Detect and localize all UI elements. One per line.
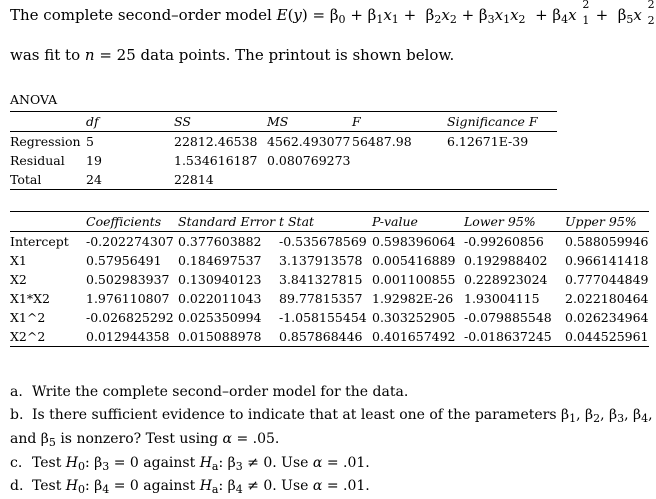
model-statement: The complete second–order model $E(y) = \beta_0 + \beta_1x_1 + \beta_2x_2 + \beta_3x_1x_2 + \beta_4x$ 2 1 + $\beta_5x$ 2 2 xyxy=(10,0,655,27)
coef-header-cell: Lower 95% xyxy=(464,212,565,232)
question-c: c. Test $H_0$: $\beta_3 = 0$ against $H_a$: $\beta_3 \ne 0$. Use α = .01. xyxy=(10,455,370,473)
row-label: Residual xyxy=(10,153,65,168)
table-cell: 0.303252905 xyxy=(372,310,456,325)
table-cell: 1.92982E-26 xyxy=(372,291,454,306)
table-cell: 1.534616187 xyxy=(174,153,258,168)
table-cell: 0.377603882 xyxy=(178,234,262,249)
coef-header-row xyxy=(10,212,649,232)
coefficient-row xyxy=(10,251,649,270)
table-cell: 0.015088978 xyxy=(178,327,279,347)
coefficient-row xyxy=(10,289,649,308)
anova-header-cell: SS xyxy=(174,112,267,132)
table-cell: 0.192988402 xyxy=(464,253,548,268)
row-label: Total xyxy=(10,170,86,190)
question-d: d. Test $H_0$: $\beta_4 = 0$ against $H_a$: $\beta_4 \ne 0$. Use α = .01. xyxy=(10,478,370,496)
table-cell: 0.228923024 xyxy=(464,272,548,287)
table-cell: 22812.46538 xyxy=(174,134,258,149)
table-cell: 0.588059946 xyxy=(565,234,649,249)
table-cell: 0.184697537 xyxy=(178,253,262,268)
table-cell: 0.012944358 xyxy=(86,327,178,347)
table-cell: 0.026234964 xyxy=(565,310,649,325)
coef-header-cell: Standard Error xyxy=(178,212,279,232)
row-label: X1^2 xyxy=(10,310,46,325)
table-cell xyxy=(447,170,557,190)
row-label: X2^2 xyxy=(10,327,86,347)
table-cell: 0.502983937 xyxy=(86,272,170,287)
coef-header-cell xyxy=(10,212,86,232)
row-label: X1*X2 xyxy=(10,291,50,306)
table-cell: 4562.493077 xyxy=(267,134,351,149)
table-cell: 1.93004115 xyxy=(464,291,540,306)
coef-header-cell: t Stat xyxy=(279,212,372,232)
table-cell: 24 xyxy=(86,170,174,190)
table-cell: -0.202274307 xyxy=(86,234,174,249)
table-cell: 0.401657492 xyxy=(372,327,464,347)
coef-header-cell: P-value xyxy=(372,212,464,232)
question-b: b. Is there sufficient evidence to indicate that at least one of the parameters $\beta_1$, $\beta_2$, $\beta_3$, $\beta_4$, xyxy=(10,407,653,425)
table-cell: 0.080769273 xyxy=(267,153,351,168)
table-cell: 22814 xyxy=(174,170,267,190)
coefficient-row xyxy=(10,270,649,289)
anova-header-cell: MS xyxy=(267,112,352,132)
table-cell: 0.857868446 xyxy=(279,327,372,347)
table-cell: 0.005416889 xyxy=(372,253,456,268)
anova-header-cell: Significance F xyxy=(447,112,557,132)
anova-title: ANOVA xyxy=(10,92,58,107)
coefficient-row xyxy=(10,308,649,327)
table-cell: -0.018637245 xyxy=(464,327,565,347)
table-cell: 3.137913578 xyxy=(279,253,363,268)
table-cell: -0.99260856 xyxy=(464,234,544,249)
row-label: X1 xyxy=(10,253,27,268)
question-b-continued: and $\beta_5$ is nonzero? Test using α = .05. xyxy=(10,431,280,449)
table-cell xyxy=(352,170,447,190)
table-cell: 0.966141418 xyxy=(565,253,649,268)
table-cell: 6.12671E-39 xyxy=(447,134,529,149)
table-cell: 0.57956491 xyxy=(86,253,162,268)
table-cell: 89.77815357 xyxy=(279,291,363,306)
anova-table xyxy=(10,111,557,190)
table-cell: 0.044525961 xyxy=(565,327,649,347)
table-cell: 0.777044849 xyxy=(565,272,649,287)
table-cell xyxy=(447,151,557,170)
anova-row xyxy=(10,132,557,152)
question-a: a. Write the complete second–order model for the data. xyxy=(10,384,409,400)
table-cell: 0.598396064 xyxy=(372,234,456,249)
table-cell: 2.022180464 xyxy=(565,291,649,306)
anova-header-cell xyxy=(10,112,86,132)
row-label: Intercept xyxy=(10,234,69,249)
row-label: Regression xyxy=(10,134,81,149)
table-cell: 0.001100855 xyxy=(372,272,456,287)
table-cell: 5 xyxy=(86,134,94,149)
anova-row xyxy=(10,151,557,170)
coef-header-cell: Coefficients xyxy=(86,212,178,232)
table-cell: 19 xyxy=(86,153,102,168)
anova-header-row xyxy=(10,112,557,132)
table-cell: -0.026825292 xyxy=(86,310,174,325)
table-cell: -0.535678569 xyxy=(279,234,367,249)
anova-row xyxy=(10,170,557,190)
row-label: X2 xyxy=(10,272,27,287)
coefficients-table xyxy=(10,211,649,347)
coef-header-cell: Upper 95% xyxy=(565,212,649,232)
coefficient-row xyxy=(10,232,649,252)
table-cell xyxy=(267,170,352,190)
table-cell: 1.976110807 xyxy=(86,291,170,306)
anova-header-cell: F xyxy=(352,112,447,132)
table-cell: 0.025350994 xyxy=(178,310,262,325)
anova-header-cell: df xyxy=(86,112,174,132)
table-cell: 0.130940123 xyxy=(178,272,262,287)
table-cell: -0.079885548 xyxy=(464,310,552,325)
table-cell: -1.058155454 xyxy=(279,310,367,325)
table-cell: 3.841327815 xyxy=(279,272,363,287)
table-cell: 0.022011043 xyxy=(178,291,262,306)
coefficient-row xyxy=(10,327,649,347)
sample-size-statement: was fit to n = 25 data points. The printout is shown below. xyxy=(10,46,455,64)
table-cell xyxy=(352,151,447,170)
table-cell: 56487.98 xyxy=(352,134,412,149)
